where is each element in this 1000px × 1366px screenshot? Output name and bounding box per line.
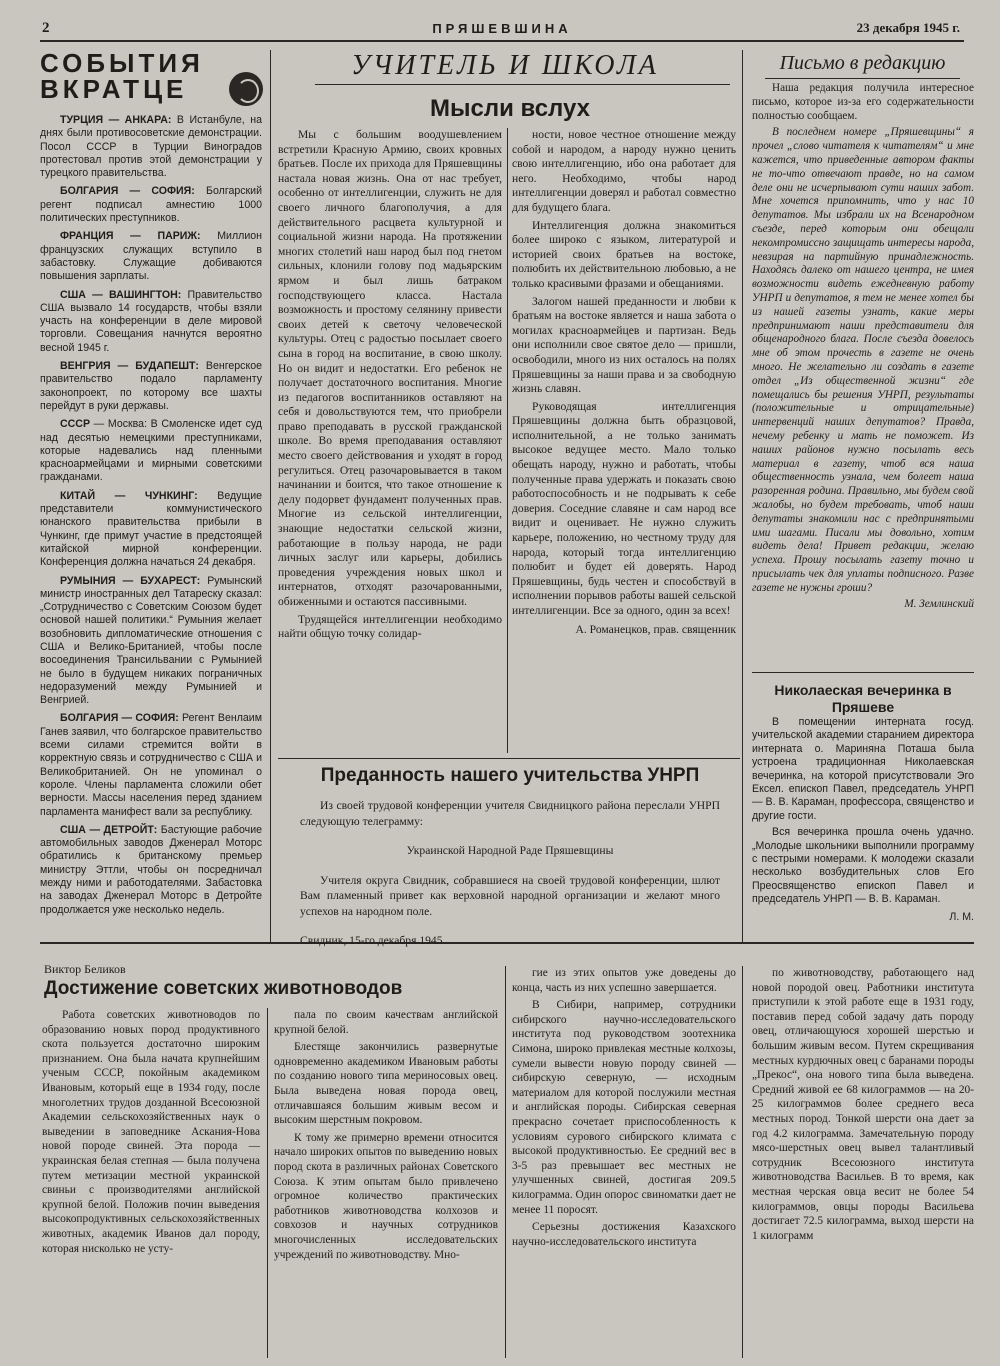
article-title-thoughts: Мысли вслух — [430, 95, 590, 122]
brief-item — [40, 289, 262, 355]
column-divider — [270, 50, 271, 942]
issue-date: 23 декабря 1945 г. — [856, 20, 960, 35]
brief-lead: СССР — [60, 418, 91, 431]
brief-item — [40, 230, 262, 283]
paragraph: по животноводству, работающего над новой породой овец. Работники института приступили к этой работе еще в 1931 году, поставив перед собой задачу дать породу овец, отличающуюся хорошей шерстью и большим живым весом. Путем скрещивания местных курдючных овец с баранами породы „Прекос“, она нового типа была выведена. Средний живой ее 68 килограммов — на 20-25 килограммов более среднего веса местных пород. Тонкой шерсти она дает за год 4.2 килограмма. Замечательную породу мясо-шерстных овец вывел талантливый сотрудник Всесоюзного института животноводства Васильев. В то время, как местная черская овца весит не более 54 килограммов, овцы породы Васильева достигает 72.5 килограмма, выход шерсти на 1 килограмм — [752, 967, 974, 1242]
achievements-column-1 — [42, 1008, 260, 1259]
paragraph: Интеллигенция должна знакомиться более широко с языком, литературой и историей своих братьев на востоке, полюбить их действительною любовью, а не только красивыми фразами и обещаниями. — [512, 218, 736, 290]
brief-text: Ведущие представители коммунистического юнанского правительства прибыли в Чункинг, где примут участие в предстоящей китайской мирной конференции. Конференция должна начаться 24 декабря. — [40, 489, 263, 569]
brief-lead: КИТАЙ — ЧУНКИНГ: — [60, 489, 198, 502]
brief-item — [40, 824, 262, 917]
brief-item — [40, 490, 262, 570]
brief-text: В Истанбуле, на днях были противосоветские демонстрации. Посол СССР в Турции Виноградов протестовал против этой демонстрации у турецкого правительства. — [40, 114, 262, 180]
letter-title: Письмо в редакцию — [750, 52, 975, 75]
paragraph: Серьезны достижения Казахского научно-исследовательского института — [512, 1221, 736, 1248]
party-signature: Л. М. — [949, 910, 974, 923]
globe-icon — [229, 72, 263, 106]
achievements-column-4 — [752, 966, 974, 1246]
achievements-author: Виктор Беликов — [44, 962, 126, 976]
column-divider — [742, 966, 743, 1358]
brief-lead: ТУРЦИЯ — АНКАРА: — [60, 114, 172, 126]
brief-lead: ФРАНЦИЯ — ПАРИЖ: — [60, 230, 201, 243]
brief-text: Бастующие рабочие автомобильных заводов Дженерал Моторс обратились к британскому премьер министру Эттли, чтобы он посредничал между ними и работодателями. Забастовка на заводах Дженерал Моторс в Детройте продолжается уже несколько недель. — [40, 823, 263, 916]
party-title: Николаеская вечеринка в Пряшеве — [774, 682, 952, 715]
brief-item — [40, 360, 262, 413]
article-thoughts-column-2 — [512, 128, 736, 640]
brief-text: Румынский министр иностранных дел Татареску сказал: „Сотрудничество с Советским Союзом будет основой нашей политики.“ Румыния желает возобновить дипломатические отношения с США и Велико-Британией, чтобы после восоединения Трансильвании с Румынией не было в будущем никаких пограничных недоразумений между Румынией и Венгрией. — [40, 574, 262, 707]
briefs-heading — [40, 50, 265, 106]
paragraph: В помещении интерната госуд. учительской академии старанием директора интерната о. Мариняна Поташа была устроена традиционная Николаевская вечеринка, на которой присутствовали Эго Ексел. епископ Павел, председатель УНРП — В. В. Караман, профессора, священство и другие гости. — [752, 716, 974, 822]
loyalty-address: Украинской Народной Раде Пряшевщины — [406, 844, 614, 857]
loyalty-telegram: Учителя округа Свидник, собравшиеся на своей трудовой конференции, шлют Вам пламенный привет как верховной народной организации и желают много успехов на народном поле. — [300, 873, 720, 918]
column-divider — [742, 50, 743, 942]
column-divider — [505, 966, 506, 1358]
letter-signature: М. Землинский — [904, 598, 974, 611]
brief-text: Болгарский регент подписал амнестию 1000 политических преступников. — [40, 185, 263, 225]
brief-lead: ВЕНГРИЯ — БУДАПЕШТ: — [60, 360, 199, 373]
achievements-title: Достижение советских животноводов — [44, 978, 403, 999]
article-loyalty-body — [300, 798, 720, 949]
paragraph: Блестяще закончились развернутые одновременно академиком Ивановым работы по созданию нового типа мериносовых овец. Была выведена новая порода овец, отличавшаяся большим живым весом и высоким шерстным покровом. — [274, 1041, 498, 1127]
paragraph: Руководящая интеллигенция Пряшевщины должна быть образцовой, исполнительной, а не только занимать высокое ведущее место. Мало только обещать народу, нужно и работать, чтобы полученные права удержать и показать свою работоспособность и не подрывать к себе доверия. Соседние славяне и сам народ все видит и оценивает. Не нужно служить карьере, положению, но честному труду для народа, который тогда интеллигенцию полюбит и будет ей доверять. Народ Пряшевщины, будь честен и способствуй в исполнении порывов работы вашей сельской интеллигенции. Все за одного, один за всех! — [512, 399, 736, 617]
paragraph: пала по своим качествам английской крупной белой. — [274, 1009, 498, 1036]
brief-item — [40, 712, 262, 818]
section-divider — [752, 672, 974, 673]
paragraph: К тому же примерно времени относится начало широких опытов по выведению новых пород скота в различных районах Советского Союза. К этим опытам было привлечено огромное количество практических работников животноводства колхозов и совхозов и научных сотрудников многочисленных исследовательских учреждений по животноводству. Мно- — [274, 1131, 498, 1261]
section-title: УЧИТЕЛЬ И ШКОЛА — [280, 50, 730, 80]
paragraph: ности, новое честное отношение между собой и народом, а народу нужно ценить свою интеллигенцию, ибо она работает для него. Необходимо, чтобы народ интеллигенции доверял и работал совместно для будущего блага. — [512, 128, 736, 214]
section-divider — [278, 758, 740, 759]
briefs-title-line1: СОБЫТИЯ — [40, 48, 204, 78]
brief-text: Миллион французских служащих вступило в забастовку. Служащие добиваются повышения зарплаты. — [40, 230, 262, 283]
masthead — [40, 20, 964, 42]
letter-text: В последнем номере „Пряшевщины“ я прочел „слово читателя к читателям“ и мне кажется, что приведенные автором факты не то-что отвечают правде, но на самом деле они не исчерпывают сути наших забот. Мне хочется припомнить, что у нас 10 депутатов. Мы избрали их на Всенародном съезде, перед которым они обещали некомпромиссно защищать интересы народа, невзирая на партийную принадлежность. Находясь далеко от нашего центра, не имея возможности видеть ежедневную работу УНРП и депутатов, я тем не менее хотел бы из нашей газеты узнать, какие меры предпринимают наши представители для общенародного блага. После съезда довелось мне об этом прочесть в газете не очень много. Не желательно ли создать в газете отдел „Из общественной жизни“ где помещались бы решения УНРП, результаты (положительные и отрицательные) интервенций наших депутатов? Правда, нечему ребенку и мать не поможет. Из наших районов нужно посылать весь материал в газету, чтоб вся наша общественность узнала, чем болеет наша разоренная родина. Правильно, мы будем свой жалобы, но будем требовать, чтоб наши депутаты знакомили нас с предпринятыми ими шагами. Писали мы довольно, хотим видеть дела! Привет редакции, желаю успеха. Прошу посылать газету точно и присылать чек для уплаты подписного. Разве газете не нужны гроши? — [752, 126, 974, 594]
letter-body — [752, 82, 974, 615]
achievements-column-2 — [274, 1008, 498, 1265]
achievements-column-3 — [512, 966, 736, 1252]
brief-lead: БОЛГАРИЯ — СОФИЯ: — [60, 712, 179, 725]
newspaper-name: ПРЯШЕВШИНА — [432, 21, 572, 36]
letter-intro: Наша редакция получила интересное письмо, которое из-за его содержательности полностью сообщаем. — [752, 82, 974, 122]
loyalty-signature: Свидник, 15-го декабря 1945 — [300, 934, 443, 947]
brief-lead: БОЛГАРИЯ — СОФИЯ: — [60, 185, 195, 198]
paragraph: Работа советских животноводов по образованию новых пород продуктивного скота пользуется достаточно широким признанием. Она была начата крупнейшим ученым СССР, покойным академиком Ивановым, который еще в 1934 году, после многолетних трудов дозданной Всесоюзной Академии сельскохозяйственных наук о выведении в заповеднике Аскания-Нова новой породе свиней. Эта порода — украинская белая степная — была получена путем метизации местной украинской свиньи с производителями английской крупной белой. Положив почин выведения высокопродуктивных сельскохозяйственных животных, академик Иванов дал породу, которая нисколько не усту- — [42, 1009, 260, 1255]
brief-lead: США — ВАШИНГТОН: — [60, 288, 182, 301]
brief-lead: США — ДЕТРОЙТ: — [60, 823, 158, 836]
article-title-loyalty: Преданность нашего учительства УНРП — [320, 765, 700, 786]
brief-item — [40, 114, 262, 180]
page-number: 2 — [42, 20, 50, 36]
briefs-list — [40, 114, 262, 922]
article-thoughts-signature: А. Романецков, прав. священник — [575, 622, 736, 636]
brief-text: — Москва: В Смоленске идет суд над десятью немецкими преступниками, которые надевались над пленными красноармейцами и мирными советскими гражданами. — [40, 418, 262, 484]
paragraph: Трудящейся интеллигенции необходимо найти общую точку солидар- — [278, 612, 502, 641]
brief-text: Правительство США вызвало 14 государств, чтобы взяли участь на конференции в деле мировой торговли. Совещания начнутся вероятно весной 1945 г. — [40, 288, 262, 354]
paragraph: В Сибири, например, сотрудники сибирского научно-исследовательского института под руководством зоотехника Симона, широко привлекая местные колхозы, сумели вывести новую породу свиней — сибирскую северную, — исходным материалом для которой послужили местная и английская породы. Сибирская северная прекрасно сочетает приспособленность к условиям сурового сибирского климата с высокой продуктивностью. Ее средний вес в 3-5 раз превышает вес местных не улучшенных свиней, достигая 209.5 килограмма. Один опорос свиноматки дает не менее 11 поросят. — [512, 999, 736, 1216]
brief-text: Регент Венлаим Ганев заявил, что болгарское правительство всеми силами стремится войти в корректную связь и сотрудничество с США и Великобританией. Он не упоминал о короле. Члены парламента сложили обет верности. Массы населения перед зданием парламента манифест вали за республику. — [40, 712, 262, 818]
brief-item — [40, 418, 262, 484]
brief-item — [40, 185, 262, 225]
brief-text: Венгерское правительство подало парламенту законопроект, по которому все шахты перейдут в руки державы. — [40, 360, 262, 412]
paragraph: гие из этих опытов уже доведены до конца, часть из них успешно завершается. — [512, 967, 736, 994]
loyalty-intro: Из своей трудовой конференции учителя Свидницкого района переслали УНРП следующую телеграмму: — [300, 799, 720, 828]
briefs-title-line2: ВКРАТЦЕ — [40, 74, 188, 104]
column-divider — [507, 128, 508, 753]
brief-lead: РУМЫНИЯ — БУХАРЕСТ: — [60, 574, 201, 587]
brief-item — [40, 575, 262, 708]
paragraph: Вся вечеринка прошла очень удачно. „Молодые школьники выполнили программу с пестрыми номерами. К молодежи сказали несколько возбудительных слов Его Преосвященство епископ Павел и председатель УНРП — В. В. Караман. — [752, 826, 974, 906]
column-divider — [267, 1008, 268, 1358]
party-body — [752, 716, 974, 927]
paragraph: Залогом нашей преданности и любви к братьям на востоке является и наша забота о могилах красноармейцев и партизан. Ведь они исполнили свое святое дело — пришли, освободили, много из них осталось на полях Пряшевщины за наши права и за свободную жизнь славян. — [512, 294, 736, 396]
article-thoughts-column-1 — [278, 128, 502, 645]
paragraph: Мы с большим воодушевлением встретили Красную Армию, своих кровных братьев. После их прихода для Пряшевщины настала новая жизнь. Она от нас требует, особенно от интеллигенции, служить не для своего личного благополучия, а для действительного расцвета культурной и социальной жизни народа. На протяжении многих столетий наш народ был под гнетом сильных, клонили голову под мадьярским ярмом и был лишь батраком господствующего класса. Настала возможность и простому селянину привести своих детей к светочу человеческой культуры. Отец с радостью посылает своего сына в город на воспитание, в свою школу. Но он видит и недостатки. Его ребенок не получает достаточного воспитания. Многие из педагогов воспитанников оставляют на себя и довольствуются тем, что приобрели право преподавать в русской гражданской школе. Во время преподавания оставляют место своего действования и уходят в город регулиться. Отец разочаровывается в таком начинании и боится, что такое отношение к делу подорвет фундамент полученных прав. Многие из сельской интеллигенции, знающие недостатки сельской жизни, работающие в пользу народа, не ради личных заслуг или карьеры, добились проведения учреждения новых школ и интернатов, отходят разочарованными, обиженными и остаются пассивными. — [278, 128, 502, 608]
